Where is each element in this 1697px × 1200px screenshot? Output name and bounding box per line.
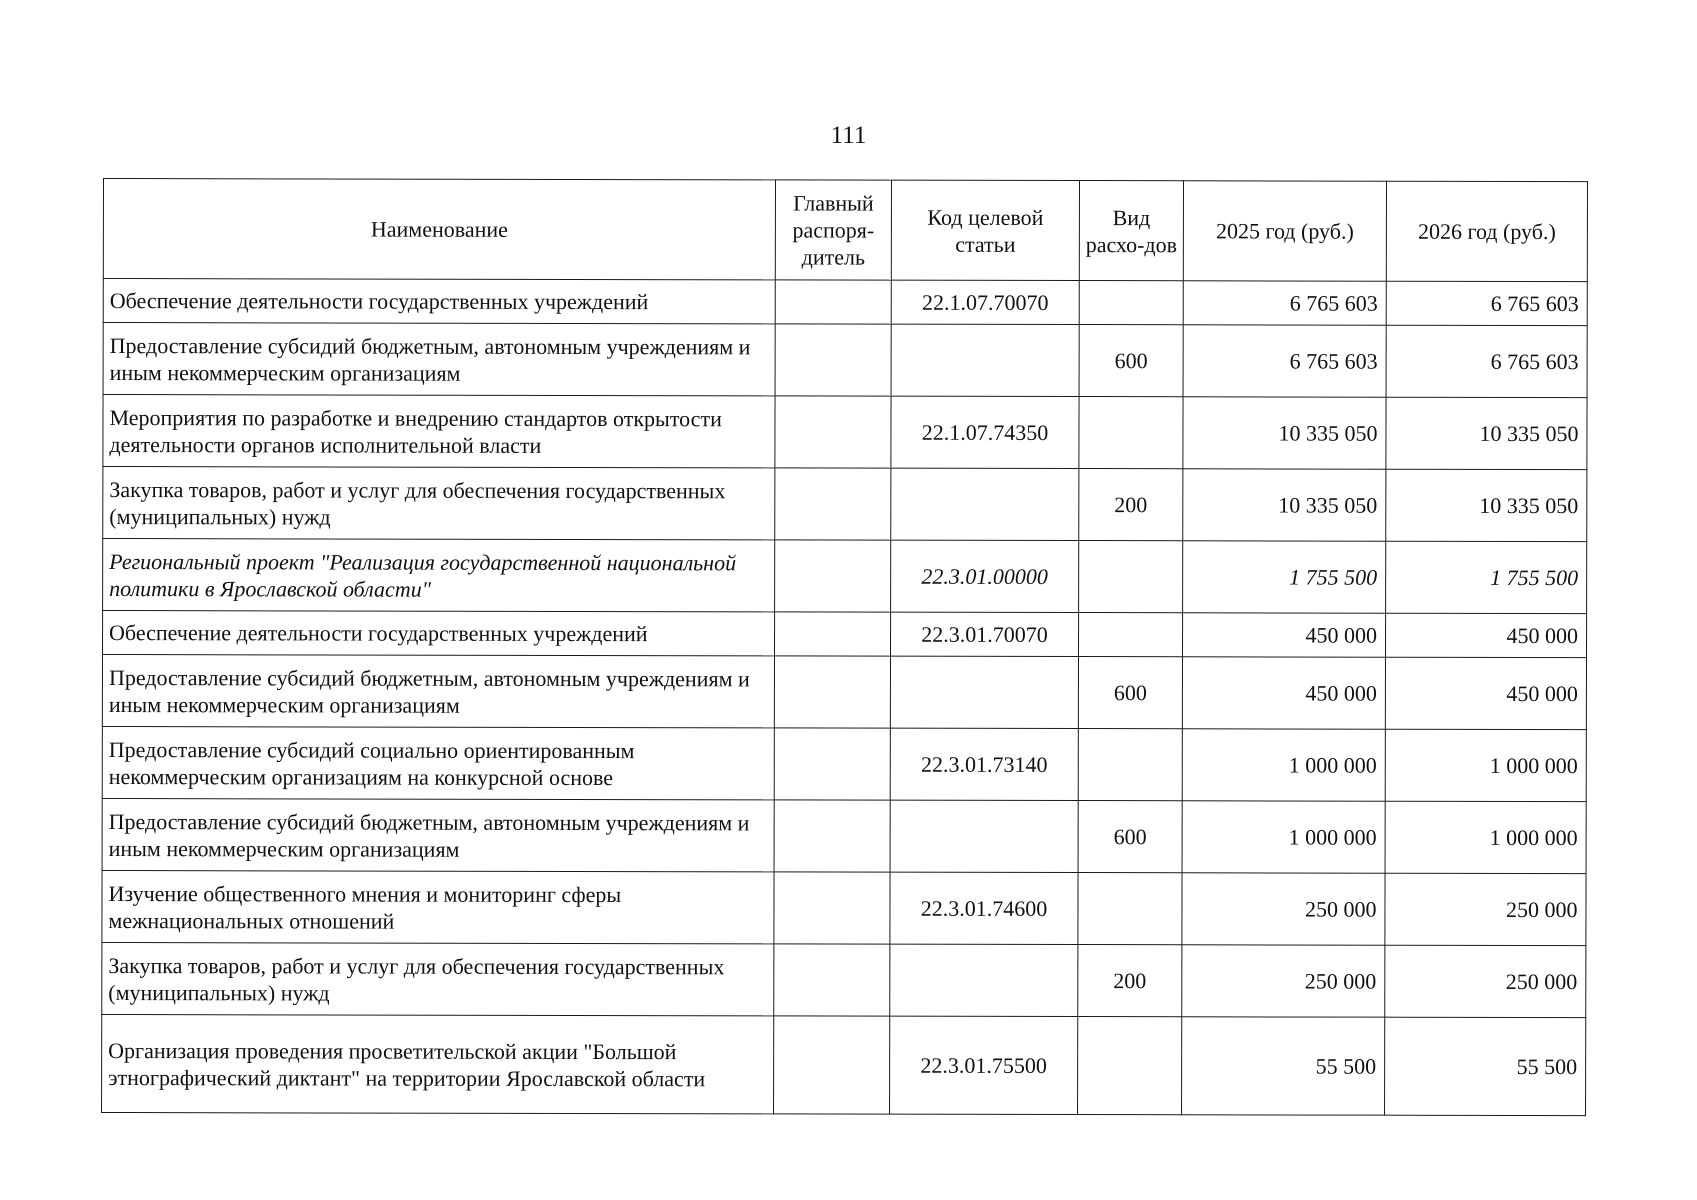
cell-2025: 450 000 bbox=[1182, 657, 1385, 729]
header-2025: 2025 год (руб.) bbox=[1183, 181, 1386, 281]
cell-name: Изучение общественного мнения и мониторинг сферы межнациональных отношений bbox=[102, 870, 774, 943]
cell-2026: 450 000 bbox=[1385, 657, 1586, 729]
cell-manager bbox=[775, 468, 891, 540]
cell-code bbox=[890, 656, 1078, 728]
cell-kind: 200 bbox=[1079, 469, 1183, 541]
table-row bbox=[103, 467, 1587, 542]
cell-name: Региональный проект "Реализация государственной национальной политики в Ярославской области" bbox=[103, 539, 775, 612]
cell-kind bbox=[1078, 613, 1182, 657]
cell-2026: 1 000 000 bbox=[1385, 729, 1586, 801]
cell-manager bbox=[775, 324, 891, 396]
cell-kind: 600 bbox=[1078, 657, 1182, 729]
cell-2025: 55 500 bbox=[1182, 1017, 1385, 1115]
cell-kind bbox=[1079, 281, 1183, 325]
cell-name: Обеспечение деятельности государственных учреждений bbox=[103, 279, 775, 324]
cell-name: Предоставление субсидий социально ориентированным некоммерческим организациям на конкурсной основе bbox=[102, 726, 774, 799]
cell-manager bbox=[774, 944, 890, 1016]
header-name: Наименование bbox=[103, 179, 775, 280]
cell-manager bbox=[775, 612, 891, 656]
cell-2025: 6 765 603 bbox=[1183, 281, 1386, 325]
cell-code: 22.3.01.70070 bbox=[891, 612, 1079, 656]
cell-2025: 250 000 bbox=[1182, 873, 1385, 945]
cell-2026: 10 335 050 bbox=[1386, 469, 1587, 541]
cell-2025: 1 000 000 bbox=[1182, 801, 1385, 873]
cell-name: Мероприятия по разработке и внедрению стандартов открытости деятельности органов исполнительной власти bbox=[103, 395, 775, 468]
cell-code: 22.3.01.75500 bbox=[890, 1016, 1078, 1114]
table-row bbox=[103, 611, 1587, 658]
cell-code bbox=[890, 800, 1078, 872]
cell-2025: 10 335 050 bbox=[1183, 469, 1386, 541]
cell-manager bbox=[774, 800, 890, 872]
header-code: Код целевой статьи bbox=[891, 180, 1079, 280]
cell-code bbox=[890, 944, 1078, 1016]
header-2026: 2026 год (руб.) bbox=[1386, 181, 1587, 281]
cell-kind bbox=[1078, 873, 1182, 945]
table-row bbox=[102, 655, 1586, 730]
cell-2026: 55 500 bbox=[1385, 1017, 1586, 1115]
cell-code: 22.3.01.73140 bbox=[890, 728, 1078, 800]
table-row bbox=[102, 798, 1586, 873]
cell-manager bbox=[774, 1016, 890, 1114]
cell-2026: 6 765 603 bbox=[1386, 281, 1587, 325]
cell-manager bbox=[774, 728, 890, 800]
cell-code: 22.1.07.74350 bbox=[891, 396, 1079, 468]
table-row bbox=[102, 1014, 1586, 1115]
cell-code: 22.3.01.74600 bbox=[890, 872, 1078, 944]
cell-2025: 1 000 000 bbox=[1182, 729, 1385, 801]
cell-2025: 1 755 500 bbox=[1183, 541, 1386, 613]
cell-name: Предоставление субсидий бюджетным, автономным учреждениям и иным некоммерческим организациям bbox=[103, 323, 775, 396]
cell-2026: 6 765 603 bbox=[1386, 325, 1587, 397]
cell-code: 22.3.01.00000 bbox=[891, 540, 1079, 612]
table-row bbox=[102, 870, 1586, 945]
budget-table bbox=[101, 178, 1588, 1116]
cell-name: Обеспечение деятельности государственных учреждений bbox=[103, 611, 775, 656]
cell-manager bbox=[775, 396, 891, 468]
cell-kind bbox=[1079, 541, 1183, 613]
table-row bbox=[102, 942, 1586, 1017]
cell-name: Закупка товаров, работ и услуг для обеспечения государственных (муниципальных) нужд bbox=[103, 467, 775, 540]
cell-2025: 10 335 050 bbox=[1183, 397, 1386, 469]
page-number: 111 bbox=[830, 122, 867, 149]
cell-kind: 600 bbox=[1078, 801, 1182, 873]
cell-2026: 1 755 500 bbox=[1386, 541, 1587, 613]
cell-name: Предоставление субсидий бюджетным, автономным учреждениям и иным некоммерческим организациям bbox=[102, 655, 774, 728]
cell-2025: 450 000 bbox=[1182, 613, 1385, 657]
cell-2026: 250 000 bbox=[1385, 945, 1586, 1017]
cell-manager bbox=[775, 540, 891, 612]
cell-kind bbox=[1078, 729, 1182, 801]
cell-name: Закупка товаров, работ и услуг для обеспечения государственных (муниципальных) нужд bbox=[102, 942, 774, 1015]
table-header-row bbox=[103, 179, 1587, 282]
table-row bbox=[102, 726, 1586, 801]
table-row bbox=[103, 395, 1587, 470]
cell-code bbox=[891, 468, 1079, 540]
cell-2025: 250 000 bbox=[1182, 945, 1385, 1017]
cell-manager bbox=[774, 872, 890, 944]
table-row bbox=[103, 279, 1587, 326]
cell-2026: 10 335 050 bbox=[1386, 397, 1587, 469]
cell-kind bbox=[1078, 1017, 1182, 1115]
cell-manager bbox=[775, 280, 891, 324]
cell-name: Организация проведения просветительской акции "Большой этнографический диктант" на территории Ярославской области bbox=[102, 1014, 774, 1113]
cell-code bbox=[891, 324, 1079, 396]
table-row bbox=[103, 323, 1587, 398]
cell-name: Предоставление субсидий бюджетным, автономным учреждениям и иным некоммерческим организациям bbox=[102, 798, 774, 871]
cell-2026: 1 000 000 bbox=[1385, 801, 1586, 873]
table-body bbox=[102, 279, 1588, 1116]
header-kind: Вид расхо-дов bbox=[1079, 181, 1183, 281]
cell-2026: 250 000 bbox=[1385, 873, 1586, 945]
cell-2026: 450 000 bbox=[1385, 613, 1586, 657]
cell-kind bbox=[1079, 397, 1183, 469]
cell-manager bbox=[774, 656, 890, 728]
table-row bbox=[103, 539, 1587, 614]
cell-kind: 200 bbox=[1078, 945, 1182, 1017]
cell-kind: 600 bbox=[1079, 325, 1183, 397]
cell-2025: 6 765 603 bbox=[1183, 325, 1386, 397]
header-manager: Главный распоря-дитель bbox=[775, 180, 891, 280]
cell-code: 22.1.07.70070 bbox=[891, 280, 1079, 324]
